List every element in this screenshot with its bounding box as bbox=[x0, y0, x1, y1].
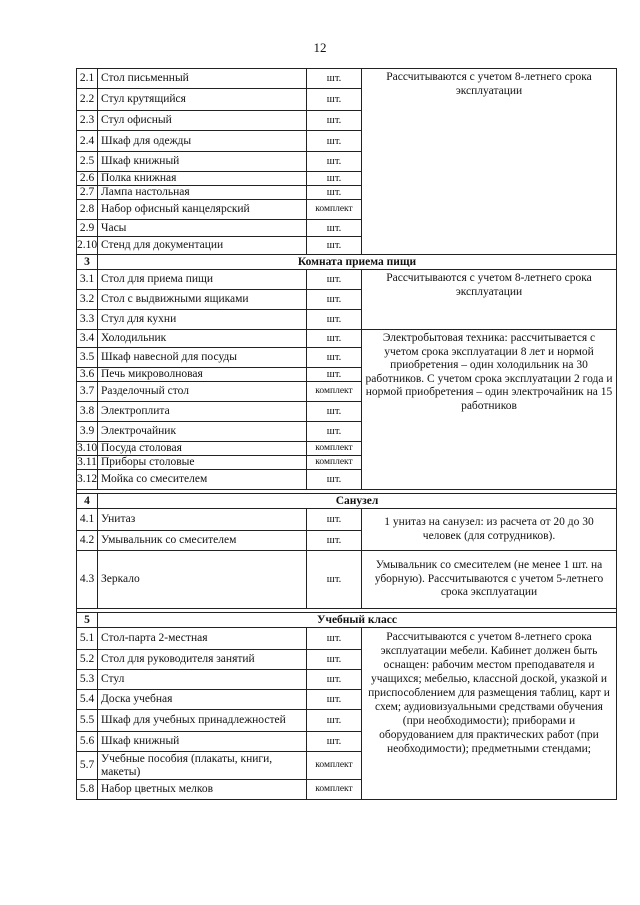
item-number: 3.1 bbox=[77, 270, 98, 290]
item-name: Посуда столовая bbox=[98, 442, 307, 456]
item-unit: шт. bbox=[307, 290, 362, 310]
item-number: 2.7 bbox=[77, 186, 98, 200]
item-number: 4.3 bbox=[77, 551, 98, 609]
item-name: Стул офисный bbox=[98, 111, 307, 131]
item-number: 2.5 bbox=[77, 152, 98, 172]
item-name: Шкаф книжный bbox=[98, 152, 307, 172]
item-unit: шт. bbox=[307, 220, 362, 237]
item-name: Стул bbox=[98, 670, 307, 690]
item-unit: шт. bbox=[307, 237, 362, 255]
item-number: 5.6 bbox=[77, 732, 98, 752]
item-name: Холодильник bbox=[98, 330, 307, 348]
item-unit: шт. bbox=[307, 172, 362, 186]
item-unit: шт. bbox=[307, 509, 362, 531]
item-name: Шкаф для учебных принадлежностей bbox=[98, 710, 307, 732]
item-number: 2.3 bbox=[77, 111, 98, 131]
item-name: Унитаз bbox=[98, 509, 307, 531]
table-row bbox=[77, 628, 617, 650]
item-name: Полка книжная bbox=[98, 172, 307, 186]
equipment-table bbox=[76, 68, 617, 800]
item-unit: комплект bbox=[307, 442, 362, 456]
item-name: Стул крутящийся bbox=[98, 89, 307, 111]
item-number: 3.3 bbox=[77, 310, 98, 330]
item-name: Часы bbox=[98, 220, 307, 237]
item-name: Учебные пособия (плакаты, книги, макеты) bbox=[98, 752, 307, 780]
item-name: Электроплита bbox=[98, 402, 307, 422]
item-unit: шт. bbox=[307, 330, 362, 348]
item-number: 2.1 bbox=[77, 69, 98, 89]
item-unit: шт. bbox=[307, 368, 362, 382]
section-title: Санузел bbox=[98, 494, 617, 509]
item-name: Разделочный стол bbox=[98, 382, 307, 402]
item-number: 3.12 bbox=[77, 470, 98, 490]
item-name: Зеркало bbox=[98, 551, 307, 609]
item-unit: шт. bbox=[307, 310, 362, 330]
item-name: Набор офисный канцелярский bbox=[98, 200, 307, 220]
item-name: Стол с выдвижными ящиками bbox=[98, 290, 307, 310]
table-row bbox=[77, 255, 617, 270]
item-unit: комплект bbox=[307, 752, 362, 780]
section-number: 5 bbox=[77, 613, 98, 628]
item-name: Стул для кухни bbox=[98, 310, 307, 330]
item-number: 2.2 bbox=[77, 89, 98, 111]
table-row bbox=[77, 69, 617, 89]
section-number: 3 bbox=[77, 255, 98, 270]
item-number: 3.9 bbox=[77, 422, 98, 442]
item-name: Мойка со смесителем bbox=[98, 470, 307, 490]
section-number: 4 bbox=[77, 494, 98, 509]
item-unit: шт. bbox=[307, 422, 362, 442]
item-unit: шт. bbox=[307, 710, 362, 732]
item-unit: комплект bbox=[307, 456, 362, 470]
item-unit: шт. bbox=[307, 690, 362, 710]
item-number: 5.8 bbox=[77, 780, 98, 800]
note-section-5: Рассчитываются с учетом 8-летнего срока эксплуатации мебели. Кабинет должен быть оснащен: рабочим местом преподавателя и учащихся; мебелью, классной доской, указкой и приспособлением для размещения таблиц, карт и схем; аудиовизуальными средствами обучения (при необходимости); приборами и оборудованием для практических работ (при необходимости); предметными стендами; bbox=[362, 628, 617, 800]
item-number: 5.3 bbox=[77, 670, 98, 690]
note-section-4a: 1 унитаз на санузел: из расчета от 20 до 30 человек (для сотрудников). bbox=[362, 509, 617, 551]
item-number: 3.10 bbox=[77, 442, 98, 454]
note-section-4b: Умывальник со смесителем (не менее 1 шт. на уборную). Рассчитываются с учетом 5-летнего срока эксплуатации bbox=[362, 551, 617, 609]
item-number: 3.4 bbox=[77, 330, 98, 348]
item-name: Стол для руководителя занятий bbox=[98, 650, 307, 670]
table-row bbox=[77, 509, 617, 531]
section-title: Учебный класс bbox=[98, 613, 617, 628]
item-name: Умывальник со смесителем bbox=[98, 531, 307, 551]
table-row bbox=[77, 551, 617, 609]
item-unit: шт. bbox=[307, 111, 362, 131]
item-name: Шкаф книжный bbox=[98, 732, 307, 752]
item-number: 5.1 bbox=[77, 628, 98, 650]
item-unit: шт. bbox=[307, 89, 362, 111]
item-unit: шт. bbox=[307, 69, 362, 89]
note-section-3b: Электробытовая техника: рассчитывается с учетом срока эксплуатации 8 лет и нормой приобретения – один холодильник на 30 работников. С учетом срока эксплуатации 2 года и нормой приобретения – один электрочайник на 15 работников bbox=[362, 330, 617, 490]
item-number: 2.9 bbox=[77, 220, 98, 237]
item-name: Стол для приема пищи bbox=[98, 270, 307, 290]
item-number: 2.10 bbox=[77, 237, 98, 255]
item-unit: шт. bbox=[307, 470, 362, 490]
item-name: Печь микроволновая bbox=[98, 368, 307, 382]
item-name: Шкаф для одежды bbox=[98, 131, 307, 152]
item-unit: шт. bbox=[307, 650, 362, 670]
item-name: Доска учебная bbox=[98, 690, 307, 710]
item-unit: комплект bbox=[307, 382, 362, 402]
item-unit: шт. bbox=[307, 628, 362, 650]
item-unit: шт. bbox=[307, 270, 362, 290]
item-unit: шт. bbox=[307, 531, 362, 551]
item-number: 2.8 bbox=[77, 200, 98, 220]
item-name: Шкаф навесной для посуды bbox=[98, 348, 307, 368]
item-number: 3.8 bbox=[77, 402, 98, 422]
item-unit: шт. bbox=[307, 186, 362, 200]
table-row bbox=[77, 494, 617, 509]
item-number: 3.2 bbox=[77, 290, 98, 310]
item-unit: шт. bbox=[307, 348, 362, 368]
item-number: 4.2 bbox=[77, 531, 98, 551]
item-number: 2.4 bbox=[77, 131, 98, 152]
item-name: Лампа настольная bbox=[98, 186, 307, 200]
note-section-2: Рассчитываются с учетом 8-летнего срока эксплуатации bbox=[362, 69, 617, 255]
item-number: 3.11 bbox=[77, 456, 97, 468]
item-unit: комплект bbox=[307, 780, 362, 800]
section-title: Комната приема пищи bbox=[98, 255, 617, 270]
item-unit: шт. bbox=[307, 152, 362, 172]
item-unit: шт. bbox=[307, 551, 362, 609]
table-row bbox=[77, 330, 617, 348]
item-unit: шт. bbox=[307, 670, 362, 690]
item-number: 5.4 bbox=[77, 690, 98, 710]
item-number: 4.1 bbox=[77, 509, 98, 531]
table-row bbox=[77, 270, 617, 290]
item-number: 3.5 bbox=[77, 348, 98, 368]
item-name: Приборы столовые bbox=[98, 456, 307, 470]
item-unit: комплект bbox=[307, 200, 362, 220]
item-number: 3.6 bbox=[77, 368, 98, 382]
item-name: Стенд для документации bbox=[98, 237, 307, 255]
table-row bbox=[77, 613, 617, 628]
item-name: Набор цветных мелков bbox=[98, 780, 307, 800]
item-name: Стол-парта 2-местная bbox=[98, 628, 307, 650]
page-number: 12 bbox=[313, 40, 327, 55]
item-number: 5.7 bbox=[77, 752, 98, 780]
item-number: 3.7 bbox=[77, 382, 98, 402]
note-section-3a: Рассчитываются с учетом 8-летнего срока эксплуатации bbox=[362, 270, 617, 330]
item-unit: шт. bbox=[307, 131, 362, 152]
item-number: 5.2 bbox=[77, 650, 98, 670]
item-number: 5.5 bbox=[77, 710, 98, 732]
item-unit: шт. bbox=[307, 402, 362, 422]
item-number: 2.6 bbox=[77, 172, 98, 186]
item-unit: шт. bbox=[307, 732, 362, 752]
item-name: Электрочайник bbox=[98, 422, 307, 442]
item-name: Стол письменный bbox=[98, 69, 307, 89]
